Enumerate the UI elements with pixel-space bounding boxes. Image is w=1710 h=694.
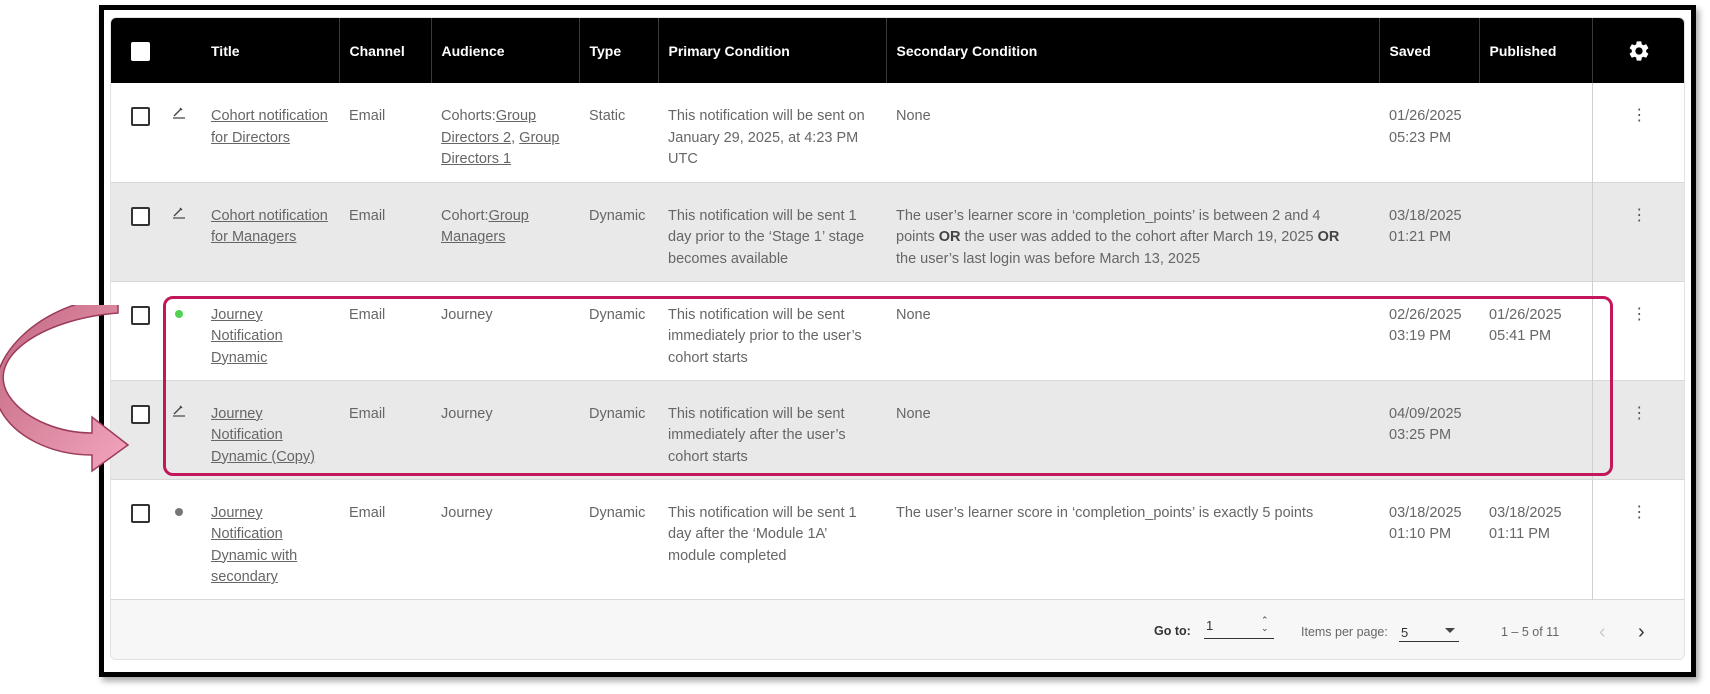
- type-header[interactable]: Type: [579, 18, 658, 83]
- goto-page-input[interactable]: 1: [1204, 615, 1274, 639]
- row-actions-cell: [1592, 479, 1685, 599]
- saved-cell: 03/18/2025 01:10 PM: [1389, 504, 1462, 542]
- title-cell: [201, 380, 339, 479]
- status-cell: [163, 479, 201, 599]
- status-cell: [163, 182, 201, 281]
- published-cell: [1479, 380, 1592, 479]
- secondary-condition-cell: None: [896, 405, 931, 422]
- audience-cell: Journey: [441, 306, 493, 323]
- kebab-menu-icon[interactable]: ⋮: [1631, 107, 1648, 124]
- published-cell: 01/26/2025 05:41 PM: [1489, 306, 1562, 344]
- notification-title-link[interactable]: Cohort notification for Directors: [211, 108, 328, 146]
- chevron-right-icon[interactable]: ›: [1638, 621, 1645, 643]
- status-cell: [163, 380, 201, 479]
- caret-down-icon: [1445, 628, 1455, 633]
- channel-cell: Email: [349, 504, 386, 521]
- channel-cell: Email: [349, 306, 386, 323]
- saved-cell: 01/26/2025 05:23 PM: [1389, 108, 1462, 146]
- published-header[interactable]: Published: [1479, 18, 1592, 83]
- row-checkbox[interactable]: [131, 504, 150, 523]
- kebab-menu-icon[interactable]: ⋮: [1631, 305, 1648, 323]
- audience-cell: Cohorts:Group Directors 2, Group Directors 1: [441, 108, 560, 167]
- type-cell: Dynamic: [589, 207, 646, 224]
- row-actions-cell: [1592, 83, 1685, 182]
- table-row[interactable]: [111, 182, 1685, 281]
- gear-icon[interactable]: [1627, 39, 1651, 63]
- pagination-range: 1 – 5 of 11: [1501, 625, 1560, 639]
- audience-link[interactable]: Group Managers: [441, 207, 529, 245]
- row-checkbox[interactable]: [131, 107, 150, 126]
- inactive-status-dot: [175, 508, 183, 516]
- primary-condition-cell: This notification will be sent 1 day prior to the ‘Stage 1’ stage becomes available: [668, 207, 865, 267]
- channel-cell: Email: [349, 405, 386, 422]
- status-cell: [163, 281, 201, 380]
- chevron-down-icon[interactable]: ⌄: [1261, 623, 1269, 633]
- goto-label: Go to:: [1154, 624, 1191, 638]
- saved-cell: 03/18/2025 01:21 PM: [1389, 207, 1462, 245]
- row-actions-cell: [1592, 380, 1685, 479]
- primary-condition-header[interactable]: Primary Condition: [658, 18, 886, 83]
- notification-title-link[interactable]: Journey Notification Dynamic: [211, 306, 283, 366]
- items-per-page-value: 5: [1401, 625, 1409, 640]
- channel-header[interactable]: Channel: [339, 18, 431, 83]
- table-row[interactable]: [111, 281, 1685, 380]
- status-header: [163, 18, 201, 83]
- secondary-condition-cell: The user’s learner score in ‘completion_points’ is exactly 5 points: [896, 504, 1314, 521]
- status-cell: [163, 83, 201, 182]
- primary-condition-cell: This notification will be sent immediately prior to the user’s cohort starts: [668, 306, 862, 366]
- row-checkbox[interactable]: [131, 306, 150, 325]
- type-cell: Dynamic: [589, 504, 646, 521]
- row-select-cell: [111, 479, 163, 599]
- select-all-cell: [111, 18, 163, 83]
- published-cell: [1479, 83, 1592, 182]
- table-row[interactable]: [111, 479, 1685, 599]
- primary-condition-cell: This notification will be sent immediately after the user’s cohort starts: [668, 405, 846, 465]
- saved-cell: 04/09/2025 03:25 PM: [1389, 405, 1462, 443]
- table-row[interactable]: [111, 83, 1685, 182]
- type-cell: Dynamic: [589, 306, 646, 323]
- saved-header[interactable]: Saved: [1379, 18, 1479, 83]
- kebab-menu-icon[interactable]: ⋮: [1631, 503, 1648, 521]
- channel-cell: Email: [349, 207, 386, 224]
- secondary-condition-header[interactable]: Secondary Condition: [886, 18, 1379, 83]
- pencil-icon[interactable]: [171, 403, 187, 419]
- secondary-condition-cell: None: [896, 108, 931, 124]
- primary-condition-cell: This notification will be sent on January 29, 2025, at 4:23 PM UTC: [668, 108, 865, 167]
- notification-title-link[interactable]: Journey Notification Dynamic (Copy): [211, 405, 315, 465]
- curved-arrow-annotation: [0, 305, 130, 475]
- published-cell: [1479, 182, 1592, 281]
- title-cell: [201, 182, 339, 281]
- title-cell: [201, 479, 339, 599]
- row-checkbox[interactable]: [131, 207, 150, 226]
- page-stepper[interactable]: [1261, 616, 1269, 632]
- channel-cell: Email: [349, 108, 386, 124]
- title-header[interactable]: Title: [201, 18, 339, 83]
- chevron-up-icon[interactable]: ⌃: [1261, 615, 1269, 625]
- audience-cell: Journey: [441, 504, 493, 521]
- row-select-cell: [111, 83, 163, 182]
- kebab-menu-icon[interactable]: ⋮: [1631, 206, 1648, 224]
- table-header-row: [111, 18, 1685, 83]
- title-cell: [201, 83, 339, 182]
- title-cell: [201, 281, 339, 380]
- items-per-page-label: Items per page:: [1301, 625, 1388, 639]
- saved-cell: 02/26/2025 03:19 PM: [1389, 306, 1462, 344]
- audience-cell: Cohort:Group Managers: [441, 207, 529, 245]
- audience-cell: Journey: [441, 405, 493, 422]
- items-per-page-select[interactable]: [1399, 621, 1459, 642]
- secondary-condition-cell: None: [896, 306, 931, 323]
- pencil-icon[interactable]: [171, 105, 187, 121]
- notifications-table: [111, 18, 1685, 600]
- audience-link[interactable]: Group Directors 2: [441, 108, 537, 146]
- row-actions-cell: [1592, 182, 1685, 281]
- row-actions-cell: [1592, 281, 1685, 380]
- select-all-checkbox[interactable]: [131, 42, 150, 61]
- row-select-cell: [111, 182, 163, 281]
- primary-condition-cell: This notification will be sent 1 day after the ‘Module 1A’ module completed: [668, 504, 857, 564]
- chevron-left-icon[interactable]: ‹: [1599, 621, 1606, 643]
- settings-header: [1592, 18, 1685, 83]
- secondary-condition-cell: The user’s learner score in ‘completion_points’ is between 2 and 4 points OR the user was added to the cohort after March 19, 2025 OR the user’s last login was before March 13, 2025: [896, 207, 1340, 267]
- notification-title-link[interactable]: Cohort notification for Managers: [211, 207, 328, 245]
- type-cell: Dynamic: [589, 405, 646, 422]
- published-status-dot: [175, 310, 183, 318]
- kebab-menu-icon[interactable]: ⋮: [1631, 404, 1648, 422]
- pagination-bar: [111, 613, 1685, 660]
- notification-title-link[interactable]: Journey Notification Dynamic with secondary: [211, 504, 298, 585]
- published-cell: 03/18/2025 01:11 PM: [1489, 504, 1562, 542]
- type-cell: Static: [589, 108, 626, 124]
- row-checkbox[interactable]: [131, 405, 150, 424]
- audience-header[interactable]: Audience: [431, 18, 579, 83]
- pencil-icon[interactable]: [171, 205, 187, 221]
- audience-link[interactable]: Group Directors 1: [441, 129, 560, 167]
- table-row[interactable]: [111, 380, 1685, 479]
- notifications-table-card: [110, 17, 1685, 660]
